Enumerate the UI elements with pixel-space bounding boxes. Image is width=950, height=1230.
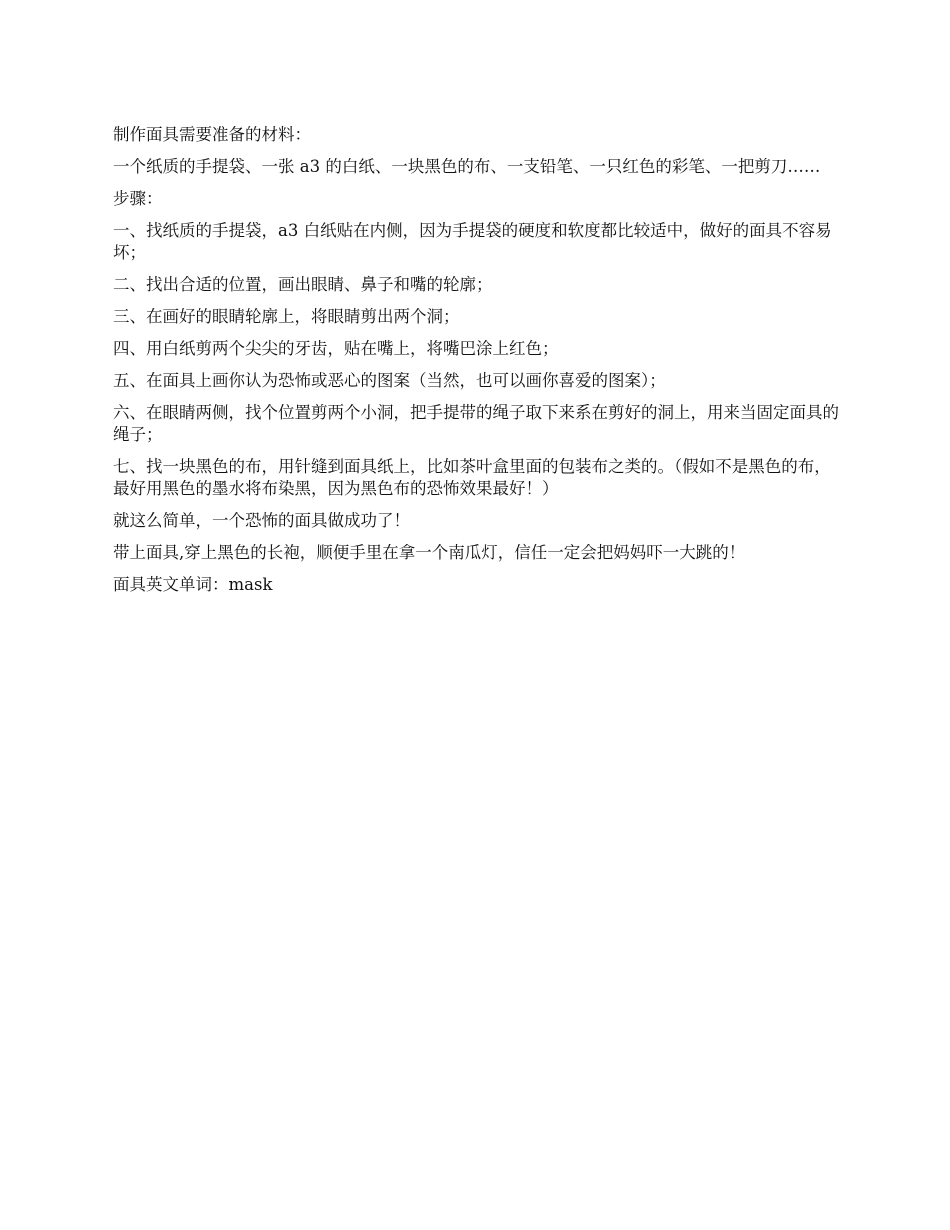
step-6: 六、在眼睛两侧，找个位置剪两个小洞，把手提带的绳子取下来系在剪好的洞上，用来当固定面具的绳子； [113, 403, 839, 444]
materials-heading: 制作面具需要准备的材料： [113, 125, 311, 144]
step-1: 一、找纸质的手提袋，a3 白纸贴在内侧，因为手提袋的硬度和软度都比较适中，做好的面具不容易坏； [113, 221, 832, 262]
step-4: 四、用白纸剪两个尖尖的牙齿，贴在嘴上，将嘴巴涂上红色； [113, 339, 559, 358]
document-body [113, 124, 841, 606]
steps-heading: 步骤： [113, 189, 163, 208]
step-7: 七、找一块黑色的布，用针缝到面具纸上，比如茶叶盒里面的包装布之类的。（假如不是黑色的布，最好用黑色的墨水将布染黑，因为黑色布的恐怖效果最好！） [113, 457, 831, 498]
step-2: 二、找出合适的位置，画出眼睛、鼻子和嘴的轮廓； [113, 275, 493, 294]
materials-list: 一个纸质的手提袋、一张 a3 的白纸、一块黑色的布、一支铅笔、一只红色的彩笔、一把剪刀…… [113, 157, 821, 176]
usage-tip: 带上面具,穿上黑色的长袍，顺便手里在拿一个南瓜灯，信任一定会把妈妈吓一大跳的！ [113, 543, 746, 562]
conclusion: 就这么简单，一个恐怖的面具做成功了！ [113, 511, 410, 530]
english-word: 面具英文单词：mask [113, 575, 273, 594]
step-5: 五、在面具上画你认为恐怖或恶心的图案（当然，也可以画你喜爱的图案）； [113, 371, 666, 390]
step-3: 三、在画好的眼睛轮廓上，将眼睛剪出两个洞； [113, 307, 460, 326]
